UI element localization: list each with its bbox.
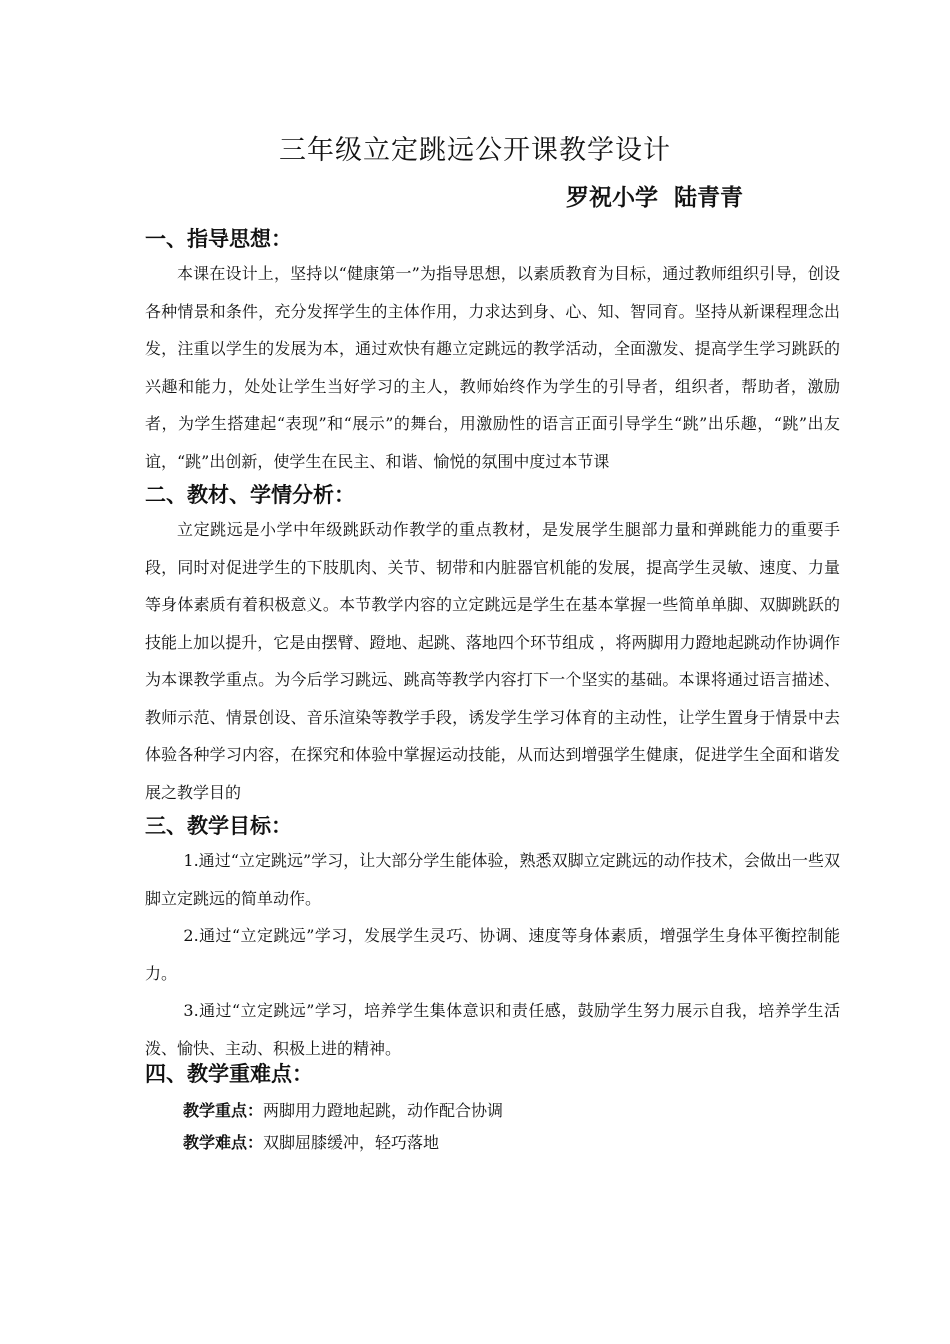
key-point-text: 两脚用力蹬地起跳，动作配合协调	[263, 1101, 504, 1120]
teaching-goal-item: 2.通过“立定跳远”学习，发展学生灵巧、协调、速度等身体素质，增强学生身体平衡控制能力。	[145, 926, 840, 983]
document-author: 罗祝小学 陆青青	[566, 185, 744, 211]
key-point-item	[183, 1096, 503, 1126]
difficult-point-item	[183, 1128, 439, 1158]
teaching-goal-item: 1.通过“立定跳远”学习，让大部分学生能体验，熟悉双脚立定跳远的动作技术，会做出一些双脚立定跳远的简单动作。	[145, 851, 840, 908]
section-heading-teaching-goals: 三、教学目标：	[145, 814, 292, 838]
key-point-label: 教学重点：	[183, 1101, 264, 1120]
difficult-point-text: 双脚屈膝缓冲，轻巧落地	[263, 1133, 440, 1152]
section-heading-material-analysis: 二、教材、学情分析：	[145, 483, 355, 507]
document-title: 三年级立定跳远公开课教学设计	[279, 135, 671, 166]
section-paragraph-guiding-thought: 本课在设计上，坚持以“健康第一”为指导思想，以素质教育为目标，通过教师组织引导，创设各种情景和条件，充分发挥学生的主体作用，力求达到身、心、知、智同育。坚持从新课程理念出发，注重以学生的发展为本，通过欢快有趣立定跳远的教学活动，全面激发、提高学生学习跳跃的兴趣和能力，处处让学生当好学习的主人，教师始终作为学生的引导者，组织者，帮助者，激励者，为学生搭建起“表现”和“展示”的舞台，用激励性的语言正面引导学生“跳”出乐趣，“跳”出友谊，“跳”出创新，使学生在民主、和谐、愉悦的氛围中度过本节课	[145, 264, 840, 471]
section-heading-key-points: 四、教学重难点：	[145, 1062, 313, 1086]
teaching-goal-item: 3.通过“立定跳远”学习，培养学生集体意识和责任感，鼓励学生努力展示自我，培养学生活泼、愉快、主动、积极上进的精神。	[145, 1001, 840, 1058]
difficult-point-label: 教学难点：	[183, 1133, 264, 1152]
section-paragraph-material-analysis: 立定跳远是小学中年级跳跃动作教学的重点教材，是发展学生腿部力量和弹跳能力的重要手段，同时对促进学生的下肢肌肉、关节、韧带和内脏器官机能的发展，提高学生灵敏、速度、力量等身体素质有着积极意义。本节教学内容的立定跳远是学生在基本掌握一些简单单脚、双脚跳跃的技能上加以提升，它是由摆臂、蹬地、起跳、落地四个环节组成 ，将两脚用力蹬地起跳动作协调作为本课教学重点。为今后学习跳远、跳高等教学内容打下一个坚实的基础。本课将通过语言描述、教师示范、情景创设、音乐渲染等教学手段，诱发学生学习体育的主动性，让学生置身于情景中去体验各种学习内容，在探究和体验中掌握运动技能，从而达到增强学生健康，促进学生全面和谐发展之教学目的	[145, 520, 840, 802]
section-heading-guiding-thought: 一、指导思想：	[145, 227, 292, 251]
